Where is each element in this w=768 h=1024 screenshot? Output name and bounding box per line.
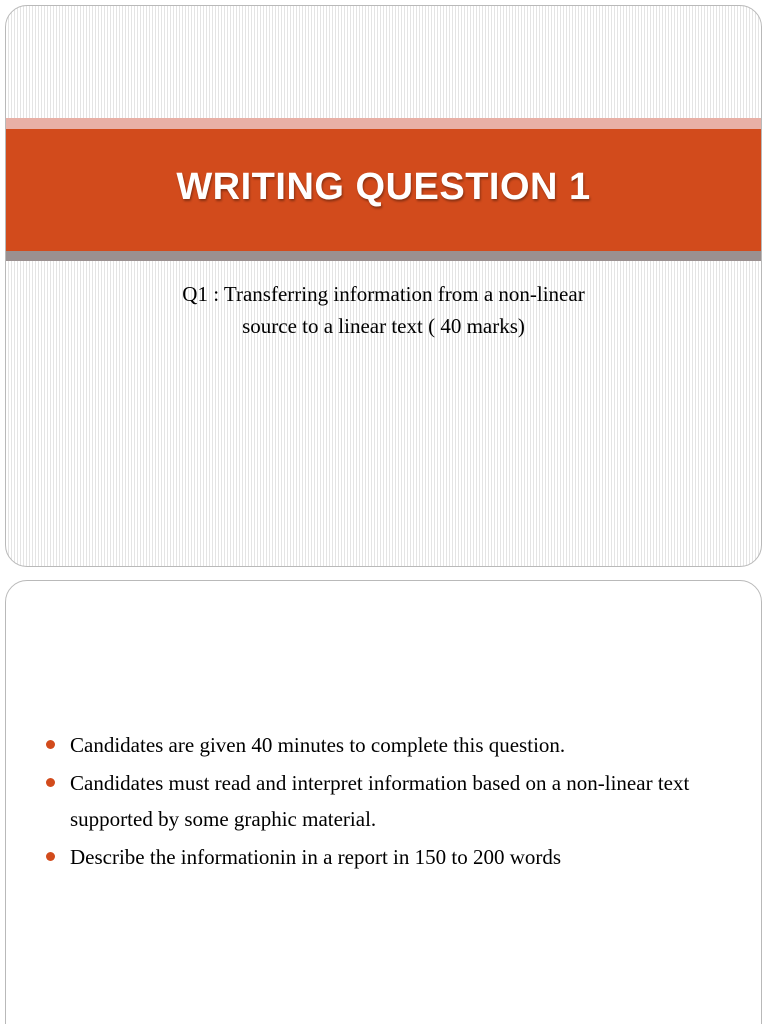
bullet-dot-icon xyxy=(46,740,55,749)
slide-subtitle xyxy=(6,278,761,342)
bullet-list xyxy=(46,727,736,877)
bullet-item xyxy=(46,727,736,763)
bullet-dot-icon xyxy=(46,778,55,787)
title-top-accent-strip xyxy=(6,118,761,129)
content-slide xyxy=(5,580,762,1024)
title-slide xyxy=(5,5,762,567)
slide-title: WRITING QUESTION 1 xyxy=(176,165,591,208)
title-bottom-accent-strip xyxy=(6,251,761,261)
subtitle-line-2: source to a linear text ( 40 marks) xyxy=(242,314,525,338)
bullet-item xyxy=(46,765,736,837)
bullet-text: Describe the informationin in a report in 150 to 200 words xyxy=(70,845,562,869)
subtitle-line-1: Q1 : Transferring information from a non-linear xyxy=(182,282,585,306)
bullet-text: Candidates must read and interpret information based on a non-linear text supported by some graphic material. xyxy=(70,771,690,831)
bullet-text: Candidates are given 40 minutes to complete this question. xyxy=(70,733,566,757)
title-band xyxy=(6,129,761,251)
bullet-item xyxy=(46,839,736,875)
bullet-dot-icon xyxy=(46,852,55,861)
